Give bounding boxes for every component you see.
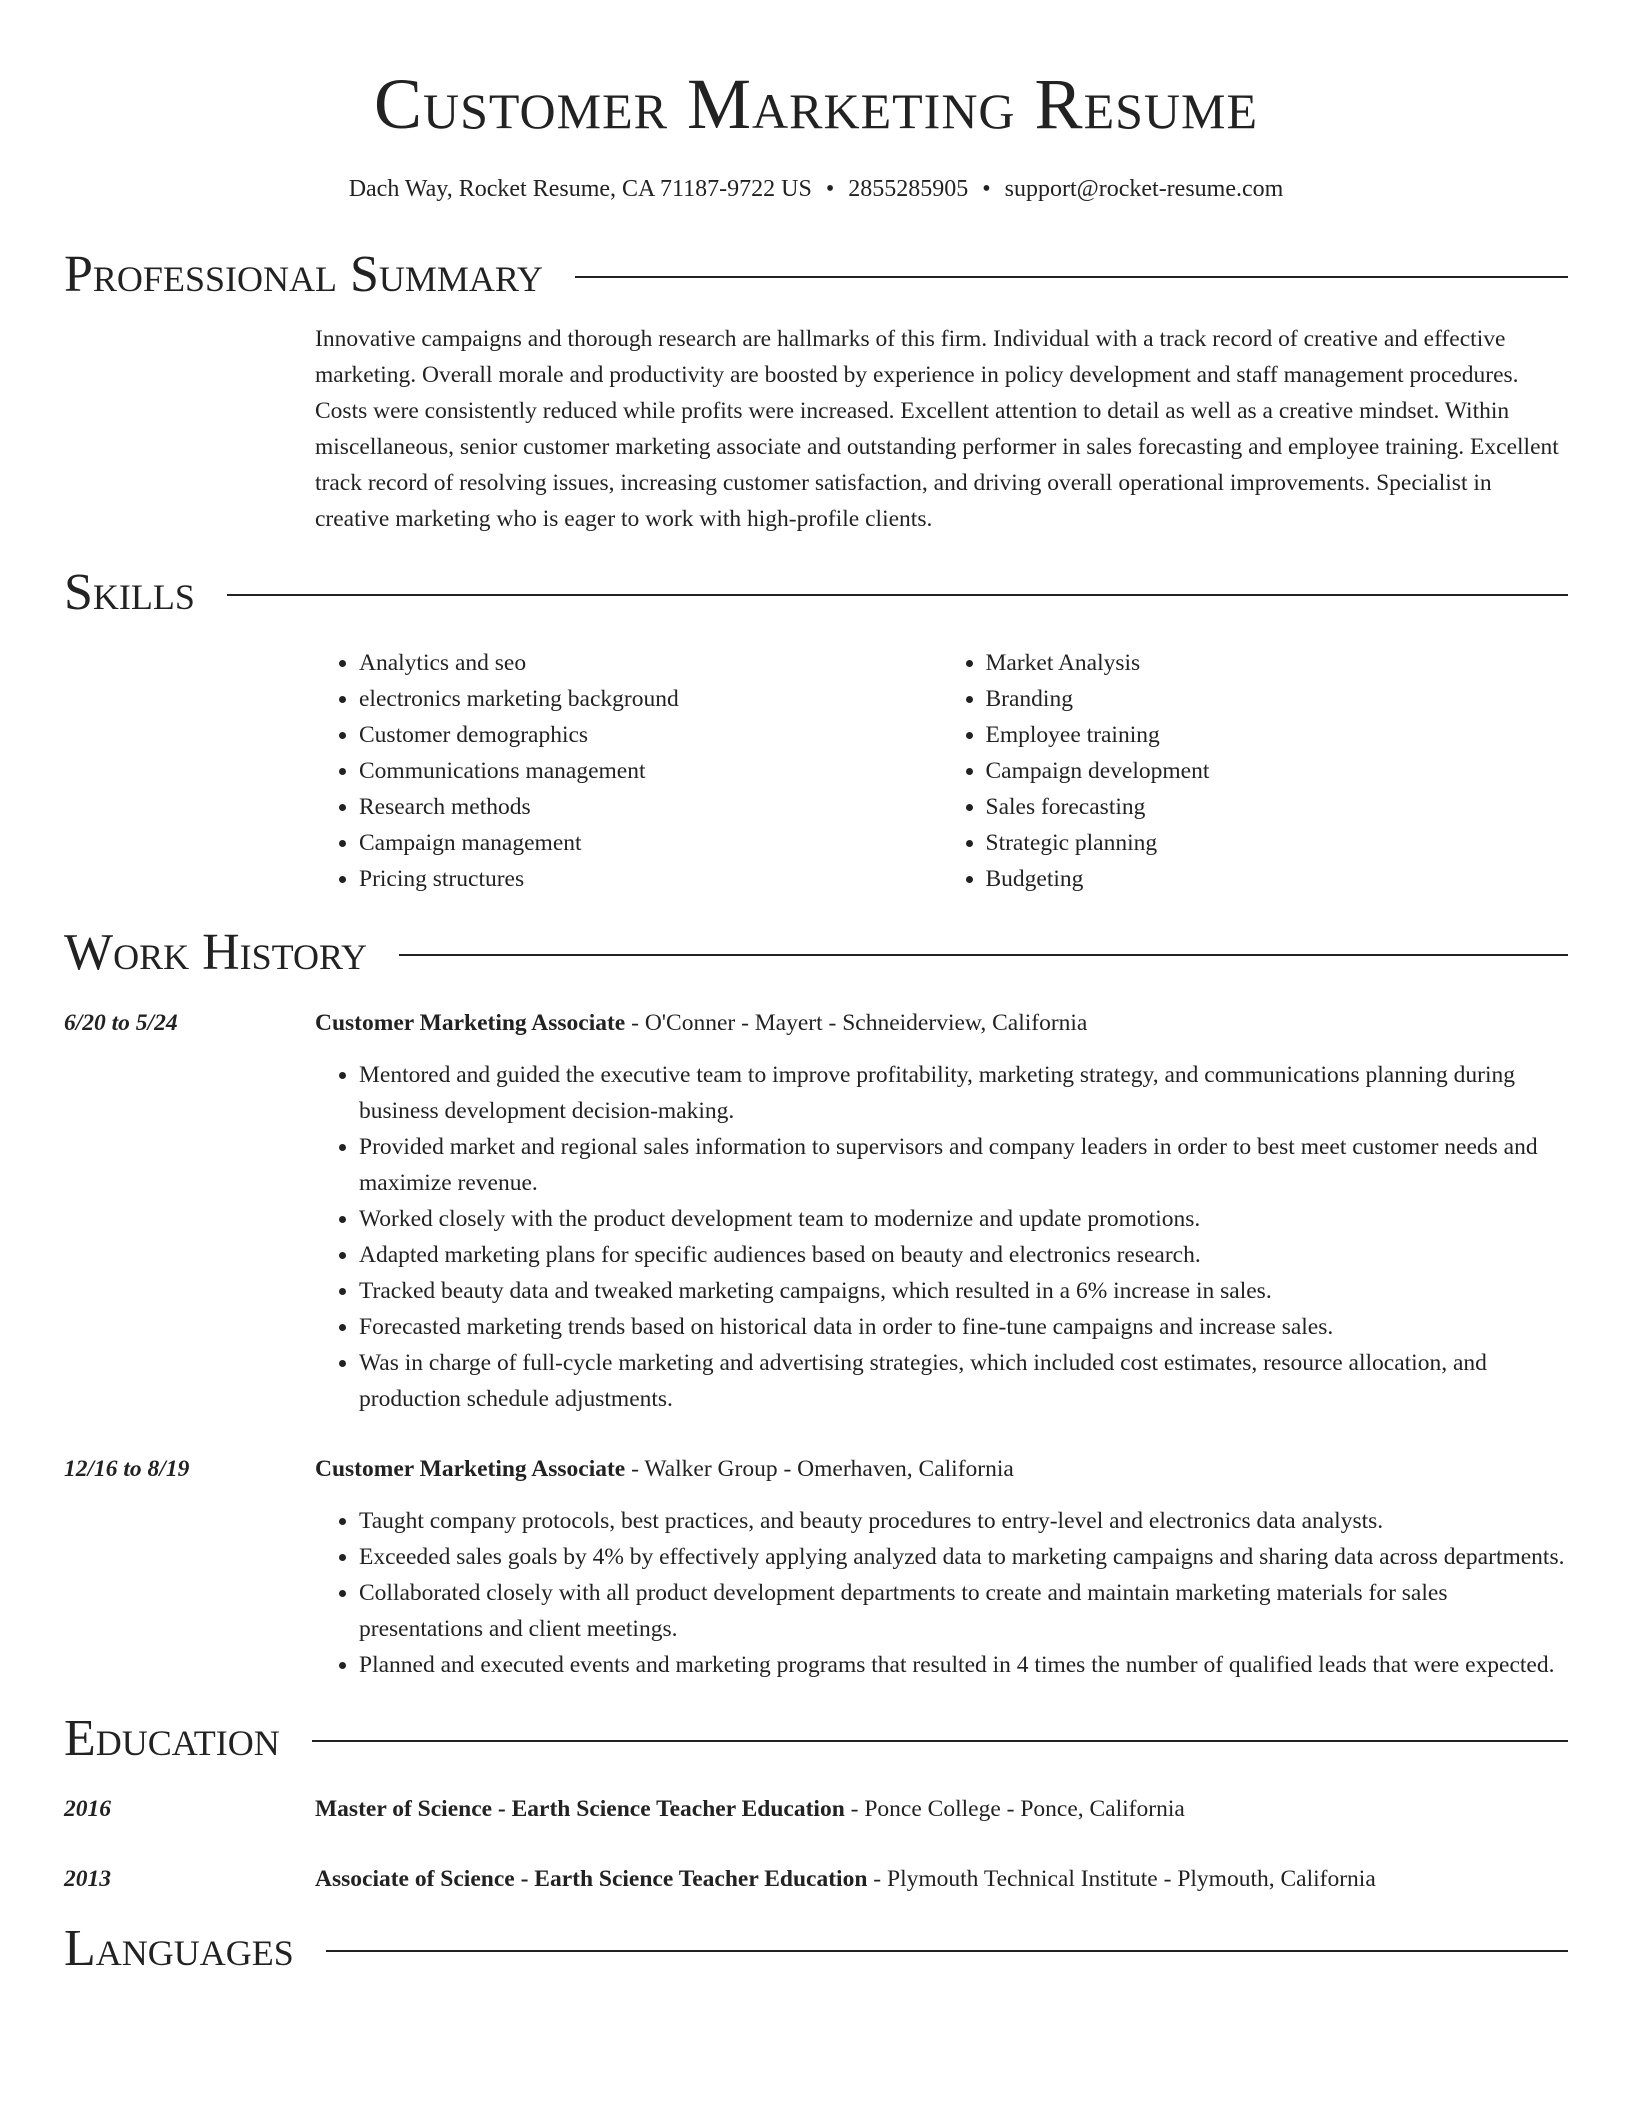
skills-column-left (315, 645, 942, 897)
job-body (315, 1005, 1568, 1417)
section-work-history (64, 923, 1568, 983)
skill-item: • Campaign management (359, 825, 942, 861)
education-body (315, 1861, 1568, 1897)
job-bullet: • Worked closely with the product development team to modernize and update promotions. (359, 1201, 1568, 1237)
skill-item: • Sales forecasting (986, 789, 1569, 825)
skill-item: • Communications management (359, 753, 942, 789)
job-header (315, 1451, 1568, 1487)
section-divider (326, 1950, 1568, 1952)
contact-separator: • (982, 176, 991, 202)
job-company: - O'Conner - Mayert - Schneiderview, California (625, 1010, 1088, 1036)
education-date: 2013 (64, 1866, 111, 1892)
job-company: - Walker Group - Omerhaven, California (625, 1456, 1014, 1482)
section-skills (64, 563, 1568, 623)
skill-item: • Budgeting (986, 861, 1569, 897)
section-heading: Education (64, 1710, 280, 1767)
job-bullet: • Adapted marketing plans for specific audiences based on beauty and electronics research. (359, 1237, 1568, 1273)
job-bullet: • Tracked beauty data and tweaked marketing campaigns, which resulted in a 6% increase in sales. (359, 1273, 1568, 1309)
contact-separator: • (825, 176, 835, 202)
section-divider (312, 1740, 1568, 1742)
job-bullet: • Forecasted marketing trends based on historical data in order to fine-tune campaigns and increase sales. (359, 1309, 1568, 1345)
section-divider (227, 594, 1568, 596)
job-bullets (315, 1057, 1568, 1417)
education-date: 2016 (64, 1796, 111, 1822)
section-education (64, 1709, 1568, 1769)
contact-phone: 2855285905 (848, 176, 969, 202)
contact-address: Dach Way, Rocket Resume, CA 71187-9722 US (348, 176, 812, 202)
job-bullet: • Exceeded sales goals by 4% by effectively applying analyzed data to marketing campaigns and sharing data across departments. (359, 1539, 1568, 1575)
job-date: 6/20 to 5/24 (64, 1010, 178, 1036)
skill-item: • Branding (986, 681, 1569, 717)
skill-item: • Employee training (986, 717, 1569, 753)
skill-item: • Analytics and seo (359, 645, 942, 681)
skill-item: • Campaign development (986, 753, 1569, 789)
education-school: - Ponce College - Ponce, California (844, 1796, 1185, 1822)
section-heading: Skills (64, 564, 195, 621)
job-bullets (315, 1503, 1568, 1683)
job-entry (64, 1451, 1568, 1683)
skill-item: • Market Analysis (986, 645, 1569, 681)
skill-item: • electronics marketing background (359, 681, 942, 717)
section-divider (575, 276, 1568, 278)
job-date: 12/16 to 8/19 (64, 1456, 190, 1482)
resume-title: Customer Marketing Resume (373, 64, 1259, 144)
skill-item: • Research methods (359, 789, 942, 825)
education-entry (64, 1861, 1568, 1897)
education-school: - Plymouth Technical Institute - Plymouth, California (867, 1866, 1376, 1892)
section-professional-summary (64, 245, 1568, 305)
job-entry (64, 1005, 1568, 1417)
education-entry (64, 1791, 1568, 1827)
education-degree: Master of Science - Earth Science Teacher Education (315, 1796, 845, 1822)
job-bullet: • Provided market and regional sales information to supervisors and company leaders in order to best meet customer needs and maximize revenue. (359, 1129, 1568, 1201)
contact-email: support@rocket-resume.com (1004, 176, 1284, 202)
job-bullet: • Mentored and guided the executive team to improve profitability, marketing strategy, and communications planning during business development decision-making. (359, 1057, 1568, 1129)
job-bullet: • Collaborated closely with all product development departments to create and maintain marketing materials for sales presentations and client meetings. (359, 1575, 1568, 1647)
section-heading: Languages (64, 1920, 294, 1977)
section-divider (399, 954, 1568, 956)
job-body (315, 1451, 1568, 1683)
job-header (315, 1005, 1568, 1041)
section-languages (64, 1919, 1568, 1979)
skills-list (315, 645, 1568, 897)
skills-column-right (942, 645, 1569, 897)
skill-item: • Pricing structures (359, 861, 942, 897)
skill-item: • Strategic planning (986, 825, 1569, 861)
education-body (315, 1791, 1568, 1827)
job-bullet: • Planned and executed events and marketing programs that resulted in 4 times the number of qualified leads that were expected. (359, 1647, 1568, 1683)
job-bullet: • Was in charge of full-cycle marketing and advertising strategies, which included cost estimates, resource allocation, and production schedule adjustments. (359, 1345, 1568, 1417)
job-bullet: • Taught company protocols, best practices, and beauty procedures to entry-level and electronics data analysts. (359, 1503, 1568, 1539)
job-title: Customer Marketing Associate (315, 1010, 626, 1036)
section-heading: Professional Summary (64, 246, 543, 303)
job-title: Customer Marketing Associate (315, 1456, 626, 1482)
resume-page (64, 0, 1568, 1979)
section-heading: Work History (64, 924, 368, 981)
contact-line (64, 174, 1568, 204)
education-degree: Associate of Science - Earth Science Teacher Education (315, 1866, 868, 1892)
skill-item: • Customer demographics (359, 717, 942, 753)
summary-text: Innovative campaigns and thorough research are hallmarks of this firm. Individual with a track record of creative and effective marketing. Overall morale and productivity are boosted by experience in policy development and staff management procedures. Costs were consistently reduced while profits were increased. Excellent attention to detail as well as a creative mindset. Within miscellaneous, senior customer marketing associate and outstanding performer in sales forecasting and employee training. Excellent track record of resolving issues, increasing customer satisfaction, and driving overall operational improvements. Specialist in creative marketing who is eager to work with high-profile clients. (315, 326, 1559, 532)
